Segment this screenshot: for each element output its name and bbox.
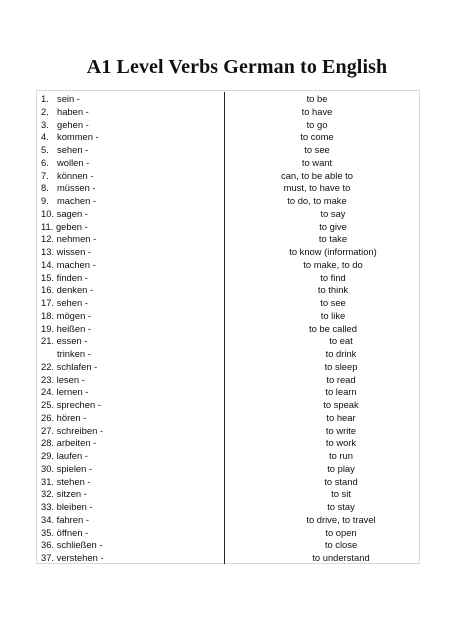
english-translation: to be <box>306 93 328 104</box>
german-verb: 10. sagen - <box>41 207 88 219</box>
german-verb: müssen - <box>57 182 96 194</box>
english-translation: to open <box>325 526 357 538</box>
table-row <box>37 144 419 157</box>
german-verb: 24. lernen - <box>41 386 89 398</box>
german-verb: 12. nehmen - <box>41 233 97 245</box>
table-row <box>37 310 419 323</box>
english-translation: to say <box>320 207 346 219</box>
german-verb: 36. schließen - <box>41 539 103 551</box>
table-row <box>37 476 419 489</box>
english-translation: to play <box>327 462 355 474</box>
table-row <box>37 323 419 336</box>
row-number: 6. <box>41 156 49 168</box>
english-translation: to read <box>326 373 356 385</box>
english-translation: to take <box>318 233 348 245</box>
english-translation: to drive, to travel <box>306 513 376 525</box>
english-translation: to see <box>320 297 346 308</box>
english-translation: to eat <box>329 335 353 347</box>
table-row <box>37 463 419 476</box>
german-verb: 29. laufen - <box>41 450 88 461</box>
table-row <box>37 157 419 170</box>
english-translation: to learn <box>325 386 357 398</box>
english-translation: must, to have to <box>283 182 351 194</box>
english-translation: to have <box>301 105 333 117</box>
german-verb: wollen - <box>57 156 90 168</box>
german-verb: gehen - <box>57 118 89 130</box>
german-verb: 37. verstehen - <box>41 552 104 563</box>
german-verb: 13. wissen - <box>41 246 92 257</box>
english-translation: to write <box>325 424 357 436</box>
table-row <box>37 182 419 195</box>
german-verb: 19. heißen - <box>41 322 92 334</box>
german-verb: 16. denken - <box>41 284 94 296</box>
english-translation: to do, to make <box>287 195 347 206</box>
table-row <box>37 119 419 132</box>
table-row <box>37 246 419 259</box>
german-verb: sein - <box>57 93 80 104</box>
german-verb: 11. geben - <box>41 220 88 232</box>
row-number: 9. <box>41 195 49 206</box>
table-row <box>37 297 419 310</box>
table-row <box>37 208 419 221</box>
english-translation: to know (information) <box>289 246 377 257</box>
english-translation: to go <box>306 118 328 130</box>
english-translation: to work <box>325 437 357 449</box>
table-row <box>37 539 419 552</box>
table-row <box>37 335 419 348</box>
table-row <box>37 170 419 183</box>
row-number: 4. <box>41 131 49 143</box>
table-row <box>37 348 419 361</box>
table-row <box>37 131 419 144</box>
table-row <box>37 93 419 106</box>
table-row <box>37 386 419 399</box>
verb-rows <box>37 93 419 565</box>
table-row <box>37 374 419 387</box>
row-number: 8. <box>41 182 49 194</box>
table-row <box>37 195 419 208</box>
german-verb: 32. sitzen - <box>41 488 87 500</box>
table-row <box>37 552 419 565</box>
table-row <box>37 425 419 438</box>
table-row <box>37 527 419 540</box>
table-row <box>37 259 419 272</box>
table-row <box>37 399 419 412</box>
table-row <box>37 272 419 285</box>
german-verb: 33. bleiben - <box>41 501 93 512</box>
german-verb: 35. öffnen - <box>41 526 89 538</box>
german-verb: 28. arbeiten - <box>41 437 97 449</box>
german-verb: kommen - <box>57 131 99 143</box>
english-translation: to think <box>317 284 349 296</box>
english-translation: to run <box>329 450 353 461</box>
english-translation: to like <box>320 309 346 321</box>
english-translation: to stay <box>327 501 355 512</box>
table-row <box>37 437 419 450</box>
german-verb: sehen - <box>57 144 89 155</box>
row-number: 7. <box>41 169 49 181</box>
row-number: 1. <box>41 93 49 104</box>
table-row <box>37 488 419 501</box>
english-translation: to be called <box>309 322 357 334</box>
english-translation: can, to be able to <box>281 169 353 181</box>
table-row <box>37 450 419 463</box>
table-row <box>37 501 419 514</box>
english-translation: to close <box>324 539 358 551</box>
english-translation: to sleep <box>324 360 358 372</box>
row-number: 5. <box>41 144 49 155</box>
english-translation: to make, to do <box>303 258 363 270</box>
german-verb: 21. essen - <box>41 335 88 347</box>
german-verb: trinken - <box>57 348 91 359</box>
english-translation: to hear <box>326 411 356 423</box>
german-verb: 15. finden - <box>41 271 88 283</box>
table-row <box>37 361 419 374</box>
english-translation: to come <box>300 131 334 143</box>
english-translation: to understand <box>312 552 370 563</box>
german-verb: 27. schreiben - <box>41 424 104 436</box>
english-translation: to find <box>320 271 346 283</box>
table-row <box>37 514 419 527</box>
german-verb: 22. schlafen - <box>41 360 98 372</box>
german-verb: 34. fahren - <box>41 513 89 525</box>
german-verb: 26. hören - <box>41 411 87 423</box>
english-translation: to give <box>319 220 347 232</box>
english-translation: to see <box>304 144 330 155</box>
english-translation: to drink <box>325 348 357 359</box>
table-row <box>37 221 419 234</box>
german-verb: machen - <box>57 195 97 206</box>
page-title: A1 Level Verbs German to English <box>86 56 388 78</box>
german-verb: 31. stehen - <box>41 475 91 487</box>
english-translation: to want <box>301 156 333 168</box>
german-verb: können - <box>57 169 94 181</box>
german-verb: 23. lesen - <box>41 373 85 385</box>
german-verb: 25. sprechen - <box>41 399 101 410</box>
row-number: 2. <box>41 105 49 117</box>
english-translation: to speak <box>323 399 359 410</box>
german-verb: haben - <box>57 105 89 117</box>
table-row <box>37 284 419 297</box>
german-verb: 18. mögen - <box>41 309 92 321</box>
verb-table <box>36 90 420 564</box>
german-verb: 17. sehen - <box>41 297 88 308</box>
german-verb: 14. machen - <box>41 258 96 270</box>
table-row <box>37 106 419 119</box>
german-verb: 30. spielen - <box>41 462 93 474</box>
table-row <box>37 412 419 425</box>
row-number: 3. <box>41 118 49 130</box>
english-translation: to sit <box>331 488 351 500</box>
table-row <box>37 233 419 246</box>
english-translation: to stand <box>324 475 358 487</box>
